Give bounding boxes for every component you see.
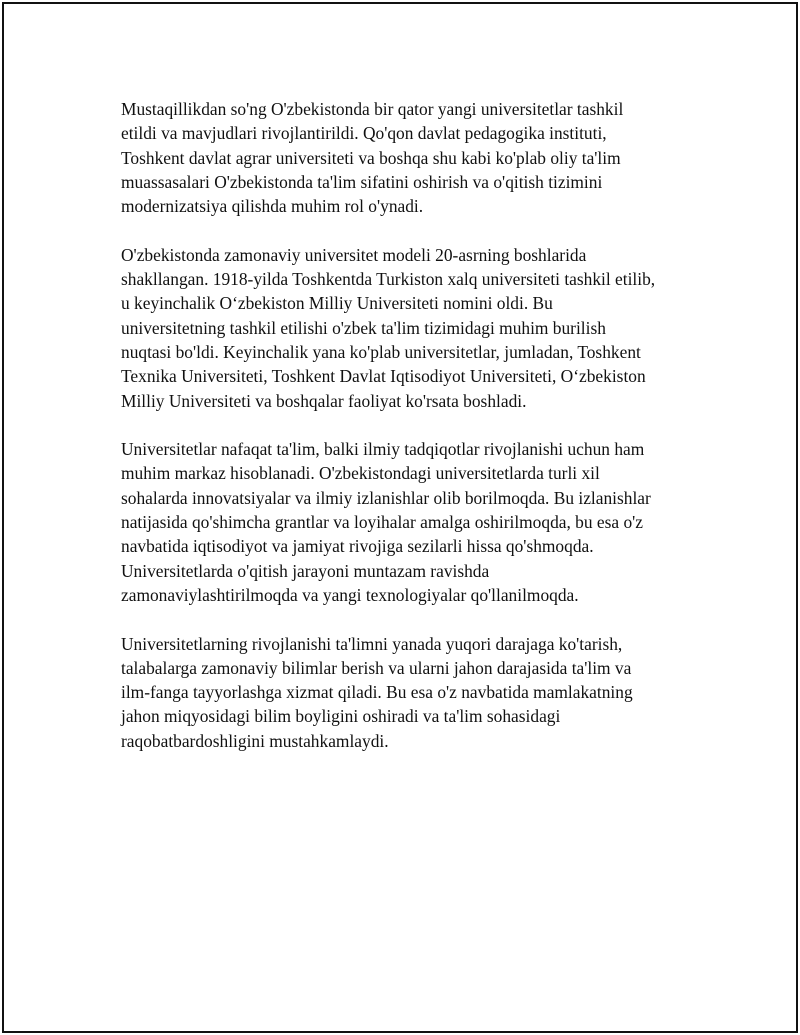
text-line: Universitetlar nafaqat ta'lim, balki ilmiy tadqiqotlar rivojlanishi uchun ham xyxy=(121,439,645,460)
page-border xyxy=(2,2,798,1033)
text-line: u keyinchalik O‘zbekiston Milliy Universiteti nomini oldi. Bu xyxy=(121,293,553,314)
paragraph-4 xyxy=(121,632,721,753)
text-line: natijasida qo'shimcha grantlar va loyihalar amalga oshirilmoqda, bu esa o'z xyxy=(121,512,644,533)
text-line: raqobatbardoshligini mustahkamlaydi. xyxy=(121,730,389,751)
document-body xyxy=(121,97,721,777)
text-line: jahon miqyosidagi bilim boyligini oshiradi va ta'lim sohasidagi xyxy=(121,706,561,727)
text-line: Universitetlarning rivojlanishi ta'limni yanada yuqori darajaga ko'tarish, xyxy=(121,633,623,654)
paragraph-1 xyxy=(121,97,721,218)
text-line: Mustaqillikdan so'ng O'zbekistonda bir qator yangi universitetlar tashkil xyxy=(121,99,624,119)
text-line: etildi va mavjudlari rivojlantirildi. Qo'qon davlat pedagogika instituti, xyxy=(121,123,607,144)
text-line: zamonaviylashtirilmoqda va yangi texnologiyalar qo'llanilmoqda. xyxy=(121,584,579,605)
text-line: muhim markaz hisoblanadi. O'zbekistondagi universitetlarda turli xil xyxy=(121,463,600,484)
text-line: Universitetlarda o'qitish jarayoni muntazam ravishda xyxy=(121,560,490,581)
text-line: sohalarda innovatsiyalar va ilmiy izlanishlar olib borilmoqda. Bu izlanishlar xyxy=(121,487,651,508)
paragraph-2 xyxy=(121,243,721,413)
text-line: Toshkent davlat agrar universiteti va boshqa shu kabi ko'plab oliy ta'lim xyxy=(121,147,621,168)
text-line: muassasalari O'zbekistonda ta'lim sifatini oshirish va o'qitish tizimini xyxy=(121,171,603,192)
text-line: modernizatsiya qilishda muhim rol o'ynadi. xyxy=(121,196,424,217)
text-line: Texnika Universiteti, Toshkent Davlat Iqtisodiyot Universiteti, O‘zbekiston xyxy=(121,366,646,387)
text-line: shakllangan. 1918-yilda Toshkentda Turkiston xalq universiteti tashkil etilib, xyxy=(121,269,656,290)
text-line: universitetning tashkil etilishi o'zbek ta'lim tizimidagi muhim burilish xyxy=(121,317,606,338)
text-line: ilm-fanga tayyorlashga xizmat qiladi. Bu esa o'z navbatida mamlakatning xyxy=(121,682,633,703)
text-line: nuqtasi bo'ldi. Keyinchalik yana ko'plab universitetlar, jumladan, Toshkent xyxy=(121,341,641,362)
text-line: talabalarga zamonaviy bilimlar berish va ularni jahon darajasida ta'lim va xyxy=(121,657,632,678)
text-line: navbatida iqtisodiyot va jamiyat rivojiga sezilarli hissa qo'shmoqda. xyxy=(121,536,594,557)
text-line: O'zbekistonda zamonaviy universitet modeli 20-asrning boshlarida xyxy=(121,244,587,265)
text-line: Milliy Universiteti va boshqalar faoliyat ko'rsata boshladi. xyxy=(121,390,527,411)
paragraph-3 xyxy=(121,437,721,607)
